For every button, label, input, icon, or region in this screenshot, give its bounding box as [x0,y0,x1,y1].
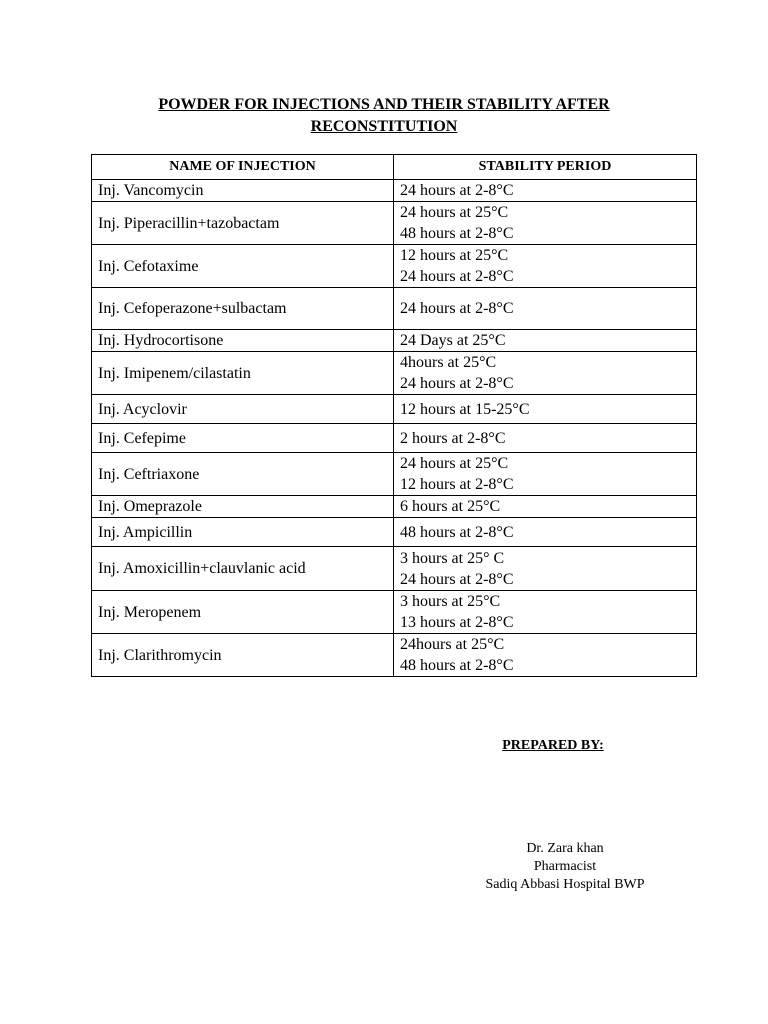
injection-name: Inj. Ceftriaxone [92,453,394,496]
stability-table [91,154,697,677]
stability-period [394,547,697,591]
table-row [92,180,697,202]
stability-line: 48 hours at 2-8°C [400,657,514,674]
title-line-2: RECONSTITUTION [310,118,458,135]
stability-period [394,634,697,677]
author-institution: Sadiq Abbasi Hospital BWP [485,877,645,892]
injection-name: Inj. Meropenem [92,591,394,634]
stability-line: 24hours at 25°C [400,636,505,653]
table-row [92,518,697,547]
table-row [92,424,697,453]
injection-name: Inj. Clarithromycin [92,634,394,677]
stability-period [394,352,697,395]
injection-name: Inj. Amoxicillin+clauvlanic acid [92,547,394,591]
injection-name: Inj. Piperacillin+tazobactam [92,202,394,245]
stability-line: 48 hours at 2-8°C [400,225,514,242]
stability-line: 3 hours at 25° C [400,549,505,567]
table-row [92,245,697,288]
injection-name: Inj. Hydrocortisone [92,330,394,352]
stability-line: 24 hours at 2-8°C [400,300,514,317]
stability-line: 2 hours at 2-8°C [400,429,506,447]
stability-line: 24 hours at 2-8°C [400,182,514,199]
table-row [92,352,697,395]
header-stability-period: STABILITY PERIOD [394,155,697,180]
stability-period [394,518,697,547]
stability-line: 3 hours at 25°C [400,593,501,610]
stability-line: 48 hours at 2-8°C [400,523,514,541]
stability-period [394,591,697,634]
injection-name: Inj. Imipenem/cilastatin [92,352,394,395]
table-row [92,453,697,496]
stability-period [394,496,697,518]
stability-period [394,453,697,496]
injection-name: Inj. Ampicillin [92,518,394,547]
stability-period [394,330,697,352]
table-row [92,288,697,330]
table-row [92,496,697,518]
table-row [92,634,697,677]
stability-period [394,245,697,288]
stability-line: 4hours at 25°C [400,354,497,371]
table-row [92,395,697,424]
stability-period [394,202,697,245]
injection-name: Inj. Omeprazole [92,496,394,518]
stability-line: 12 hours at 25°C [400,247,509,264]
document-title [0,94,768,138]
table-header-row [92,155,697,180]
table-row [92,591,697,634]
stability-line: 24 hours at 25°C [400,455,509,472]
stability-period [394,180,697,202]
author-name: Dr. Zara khan [526,841,604,856]
stability-line: 24 hours at 25°C [400,204,509,221]
stability-line: 24 Days at 25°C [400,332,506,349]
stability-line: 24 hours at 2-8°C [400,570,514,588]
injection-name: Inj. Cefotaxime [92,245,394,288]
stability-line: 24 hours at 2-8°C [400,268,514,285]
stability-line: 13 hours at 2-8°C [400,614,514,631]
title-line-1: POWDER FOR INJECTIONS AND THEIR STABILITY AFTER [158,96,610,113]
table-body [92,180,697,677]
prepared-by-label: PREPARED BY: [502,738,604,753]
header-name-of-injection: NAME OF INJECTION [92,155,394,180]
author-role: Pharmacist [533,859,597,874]
stability-period [394,288,697,330]
stability-period [394,395,697,424]
stability-period [394,424,697,453]
stability-line: 24 hours at 2-8°C [400,375,514,392]
signature-block [455,840,675,894]
injection-name: Inj. Cefoperazone+sulbactam [92,288,394,330]
table-row [92,202,697,245]
stability-line: 6 hours at 25°C [400,498,501,515]
table-row [92,330,697,352]
table-row [92,547,697,591]
stability-line: 12 hours at 15-25°C [400,400,530,418]
stability-line: 12 hours at 2-8°C [400,476,514,493]
injection-name: Inj. Vancomycin [92,180,394,202]
injection-name: Inj. Acyclovir [92,395,394,424]
injection-name: Inj. Cefepime [92,424,394,453]
